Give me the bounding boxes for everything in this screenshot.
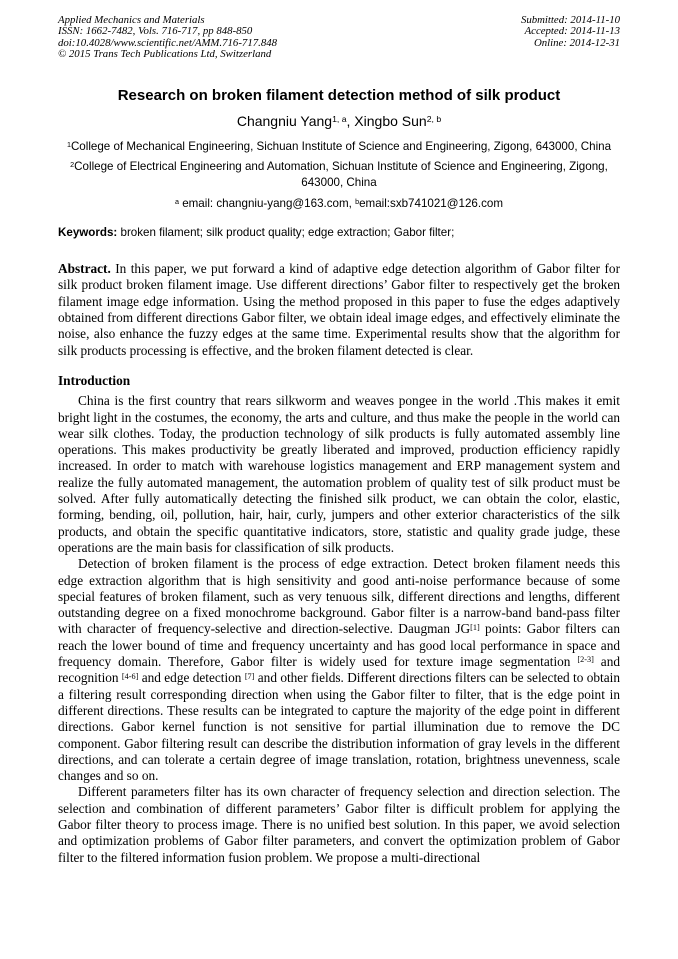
keywords-text: broken filament; silk product quality; edge extraction; Gabor filter; — [117, 226, 455, 240]
superscript: [1] — [470, 622, 480, 632]
superscript: 1, a — [332, 114, 347, 125]
text-run: , Xingbo Sun — [346, 113, 427, 130]
journal-name: Applied Mechanics and Materials — [58, 14, 205, 26]
submitted-date: Submitted: 2014-11-10 — [520, 14, 620, 26]
journal-copyright: © 2015 Trans Tech Publications Ltd, Switzerland — [58, 47, 272, 60]
text-run: and recognition — [58, 654, 620, 686]
section-heading-introduction: Introduction — [58, 372, 131, 388]
abstract-text: In this paper, we put forward a kind of adaptive edge detection algorithm of Gabor filter for silk product broken filament image. Use different directions’ Gabor filter to respectively get the broken filament image edge information. Using the method proposed in this paper to fuse the edges adaptively obtained from different directions Gabor filter, we obtain ideal image edges, and effectively eliminate the noise, also enhance the fuzzy edges at the same time. Experimental results show that the algorithm for silk products processing is effective, and the broken filament detected is clear. — [58, 261, 620, 358]
text-run: Detection of broken filament is the process of edge extraction. Detect broken filament needs this edge extraction algorithm that is high sensitivity and good anti-noise performance because of some special features of broken filament, such as very tenuous silk, different directions and lengths, different outstanding degree on a fixed monochrome background. Gabor filter is a narrow-band band-pass filter with character of frequency-selective and direction-selective. Daugman JG — [58, 556, 620, 637]
text-run: and other fields. Different directions filters can be selected to obtain a filtering result corresponding direction when using the Gabor filter to filter, that is the edge point in different directions. These results can be integrated to capture the majority of the edge point in different directions. Gabor kernel function is not sensitive for partial illumination due to remove the DC component. Gabor filtering result can describe the distribution information of gray levels in the different directions, and can tolerate a certain degree of image translation, rotation, brightness unevenness, scale changes and so on. — [58, 670, 620, 784]
journal-issn-volume: ISSN: 1662-7482, Vols. 716-717, pp 848-850 — [58, 25, 253, 38]
paper-title: Research on broken filament detection method of silk product — [117, 87, 561, 105]
text-run: email:sxb741021@126.com — [359, 197, 503, 211]
author-emails — [58, 196, 620, 212]
accepted-date: Accepted: 2014-11-13 — [524, 25, 620, 38]
journal-header-right — [521, 15, 620, 60]
superscript: 2, b — [426, 114, 442, 125]
abstract-label: Abstract. — [58, 261, 111, 277]
superscript: b — [355, 196, 360, 206]
text-run: email: changniu-yang@163.com, — [178, 197, 356, 211]
text-run: Different parameters filter has its own character of frequency selection and direction selection. The selection and combination of different parameters’ Gabor filter is difficult problem for applying the Gabor filter theory to process image. There is no unified best solution. In this paper, we avoid selection and optimization problems of Gabor filter parameters, and convert the optimization problem of Gabor filter to the filtered information fusion problem. We propose a multi-directional — [58, 784, 620, 865]
keywords-label: Keywords: — [58, 226, 118, 240]
superscript: a — [174, 196, 179, 206]
online-date: Online: 2014-12-31 — [533, 36, 620, 49]
superscript: 2 — [70, 159, 75, 169]
paragraph-2 — [58, 556, 620, 784]
superscript: [7] — [244, 671, 255, 681]
paragraph-1 — [58, 393, 620, 556]
superscript: [4-6] — [121, 671, 139, 681]
text-run: and edge detection — [138, 670, 245, 686]
text-run: College of Mechanical Engineering, Sichuan Institute of Science and Engineering, Zigong, 643000, China — [70, 140, 612, 154]
text-run: College of Electrical Engineering and Automation, Sichuan Institute of Science and Engineering, Zigong, 643000, China — [74, 160, 608, 190]
abstract — [58, 261, 620, 359]
journal-header-left — [58, 15, 277, 60]
journal-header — [58, 15, 620, 60]
keywords-line — [58, 225, 620, 240]
superscript: [2-3] — [577, 655, 594, 665]
text-run: China is the first country that rears silkworm and weaves pongee in the world .This makes it emit bright light in the costumes, the economy, the arts and culture, and thus make the people in the world can wear silk clothes. Today, the production technology of silk products is fully automated assembly line operations. This makes productivity be greatly liberated and improved, production efficiency rapidly increased. In order to match with warehouse logistics management and ERP management system and realize the fully automated management, the automation problem of quality test of silk product must be solved. After fully automatically detecting the finished silk product, we can obtain the color, elastic, forming, bending, oil, pollution, hair, hair, curly, jumpers and other exterior characteristics of the silk products, and obtain the specific quantitative indicators, store, statistic and quality grade judge, these operations are the main basis for classification of silk products. — [58, 393, 620, 555]
authors-line — [58, 113, 620, 130]
affiliation-2 — [58, 159, 620, 191]
superscript: 1 — [66, 139, 71, 149]
affiliation-1 — [58, 139, 620, 155]
journal-doi: doi:10.4028/www.scientific.net/AMM.716-717.848 — [58, 36, 278, 49]
paragraph-3 — [58, 784, 620, 865]
text-run: Changniu Yang — [236, 113, 333, 130]
text-run: points: Gabor filters can reach the lower bound of time and frequency uncertainty and has good local performance in space and frequency domain. Therefore, Gabor filter is widely used for texture image segmentation — [58, 621, 620, 670]
